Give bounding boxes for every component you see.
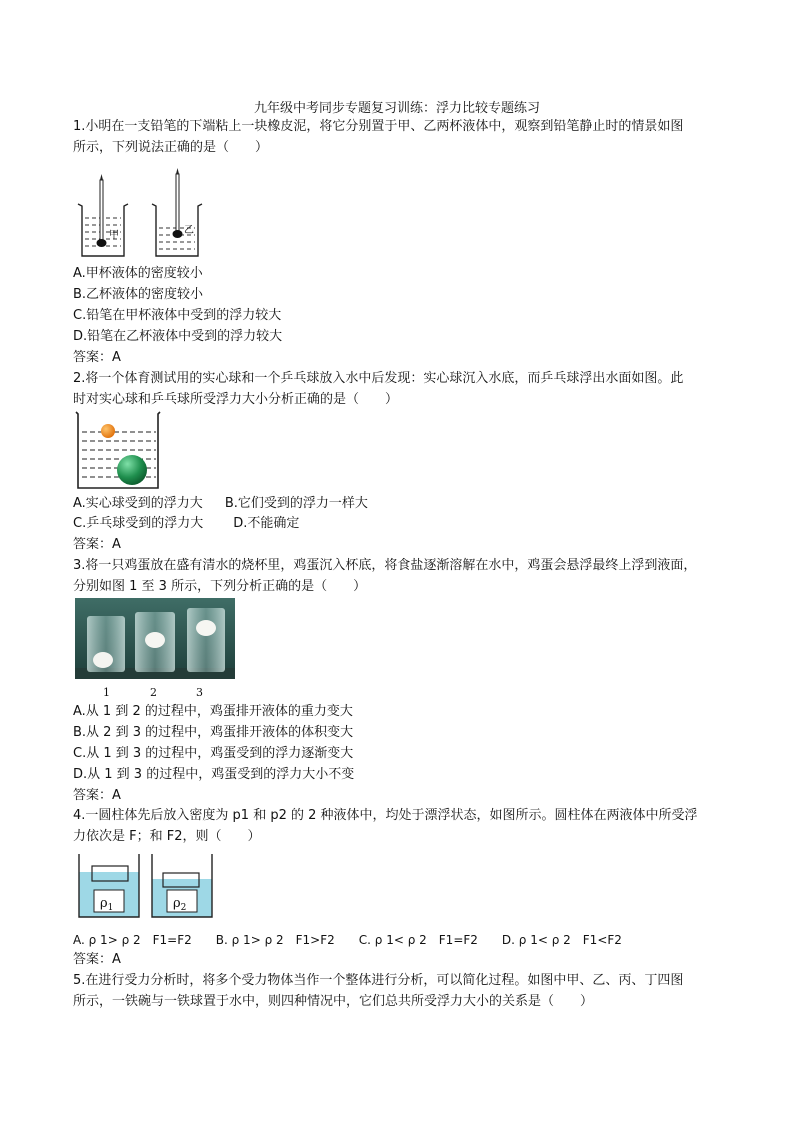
- beaker-2: [135, 612, 175, 672]
- q3-option-c: C.从 1 到 3 的过程中，鸡蛋受到的浮力逐渐变大: [73, 746, 354, 761]
- q2-option-d: D.不能确定: [233, 516, 300, 531]
- q2-balls-in-water-figure: [74, 410, 164, 492]
- q3-option-d: D.从 1 到 3 的过程中，鸡蛋受到的浮力大小不变: [73, 767, 355, 782]
- q2-stem-line-2: 时对实心球和乒乓球所受浮力大小分析正确的是（ ）: [73, 392, 399, 407]
- q1-option-a: A.甲杯液体的密度较小: [73, 266, 203, 281]
- q3-option-b: B.从 2 到 3 的过程中，鸡蛋排开液体的体积变大: [73, 725, 354, 740]
- q2-option-a: A.实心球受到的浮力大: [73, 496, 203, 511]
- q4-answer: 答案：A: [73, 952, 121, 967]
- document-title: 九年级中考同步专题复习训练：浮力比较专题练习: [253, 101, 540, 116]
- q4-stem-line-2: 力依次是 F；和 F2，则（ ）: [73, 829, 261, 844]
- container-rho1: [79, 854, 139, 917]
- q3-option-a: A.从 1 到 2 的过程中，鸡蛋排开液体的重力变大: [73, 704, 353, 719]
- q3-fig-label-3: 3: [196, 686, 203, 699]
- q1-answer: 答案：A: [73, 350, 121, 365]
- q5-stem-line-1: 5.在进行受力分析时，将多个受力物体当作一个整体进行分析，可以简化过程。如图中甲、乙、丙、丁四图: [73, 973, 684, 988]
- label-jia: 甲: [109, 230, 119, 241]
- q1-option-d: D.铅笔在乙杯液体中受到的浮力较大: [73, 329, 283, 344]
- q4-stem-line-1: 4.一圆柱体先后放入密度为 p1 和 p2 的 2 种液体中，均处于漂浮状态，如图所示。圆柱体在两液体中所受浮: [73, 808, 698, 823]
- q2-options-row-1: [73, 494, 368, 514]
- q3-fig-label-2: 2: [150, 686, 157, 699]
- q1-stem-line-2: 所示，下列说法正确的是（ ）: [73, 140, 269, 155]
- q3-stem-line-1: 3.将一只鸡蛋放在盛有清水的烧杯里，鸡蛋沉入杯底，将食盐逐渐溶解在水中，鸡蛋会悬浮最终上浮到液面，: [73, 558, 697, 573]
- ping-pong-ball: [101, 424, 115, 438]
- rho1-subscript: 1: [107, 903, 114, 913]
- q4-option-d: D. ρ 1< ρ 2 F1<F2: [501, 933, 622, 947]
- rho2-subscript: 2: [180, 903, 187, 913]
- q4-option-b: B. ρ 1> ρ 2 F1>F2: [215, 933, 335, 947]
- q4-option-a: A. ρ 1> ρ 2 F1=F2: [73, 933, 192, 947]
- q3-stem-line-2: 分别如图 1 至 3 所示，下列分析正确的是（ ）: [73, 579, 367, 594]
- q2-option-c: C.乒乓球受到的浮力大: [73, 516, 204, 531]
- solid-ball: [117, 455, 147, 485]
- q2-option-b: B.它们受到的浮力一样大: [224, 496, 368, 511]
- beaker-yi: [152, 168, 202, 256]
- q5-stem-line-2: 所示，一铁碗与一铁球置于水中，则四种情况中，它们总共所受浮力大小的关系是（ ）: [73, 994, 594, 1009]
- q1-option-b: B.乙杯液体的密度较小: [73, 287, 204, 302]
- label-yi: 乙: [184, 225, 194, 236]
- q2-stem-line-1: 2.将一个体育测试用的实心球和一个乒乓球放入水中后发现：实心球沉入水底，而乒乓球浮出水面如图。此: [73, 371, 684, 386]
- q2-options-row-2: [73, 514, 299, 534]
- container-rho2: [152, 854, 212, 917]
- q4-cylinder-figure: [76, 852, 216, 920]
- q3-fig-label-1: 1: [103, 686, 110, 699]
- rho1-symbol: ρ: [100, 896, 108, 911]
- q1-stem-line-1: 1.小明在一支铅笔的下端粘上一块橡皮泥，将它分别置于甲、乙两杯液体中，观察到铅笔静止时的情景如图: [73, 119, 684, 134]
- beaker-3: [187, 608, 225, 672]
- beaker-1: [87, 616, 125, 672]
- beaker-jia: [78, 174, 128, 256]
- q3-egg-photo-figure: [75, 598, 235, 679]
- q1-pencil-beakers-figure: [72, 166, 212, 260]
- rho2-symbol: ρ: [173, 896, 181, 911]
- q4-option-c: C. ρ 1< ρ 2 F1=F2: [358, 933, 478, 947]
- q1-option-c: C.铅笔在甲杯液体中受到的浮力较大: [73, 308, 282, 323]
- q4-options-row: [73, 930, 622, 950]
- q2-answer: 答案：A: [73, 537, 121, 552]
- q3-answer: 答案：A: [73, 788, 121, 803]
